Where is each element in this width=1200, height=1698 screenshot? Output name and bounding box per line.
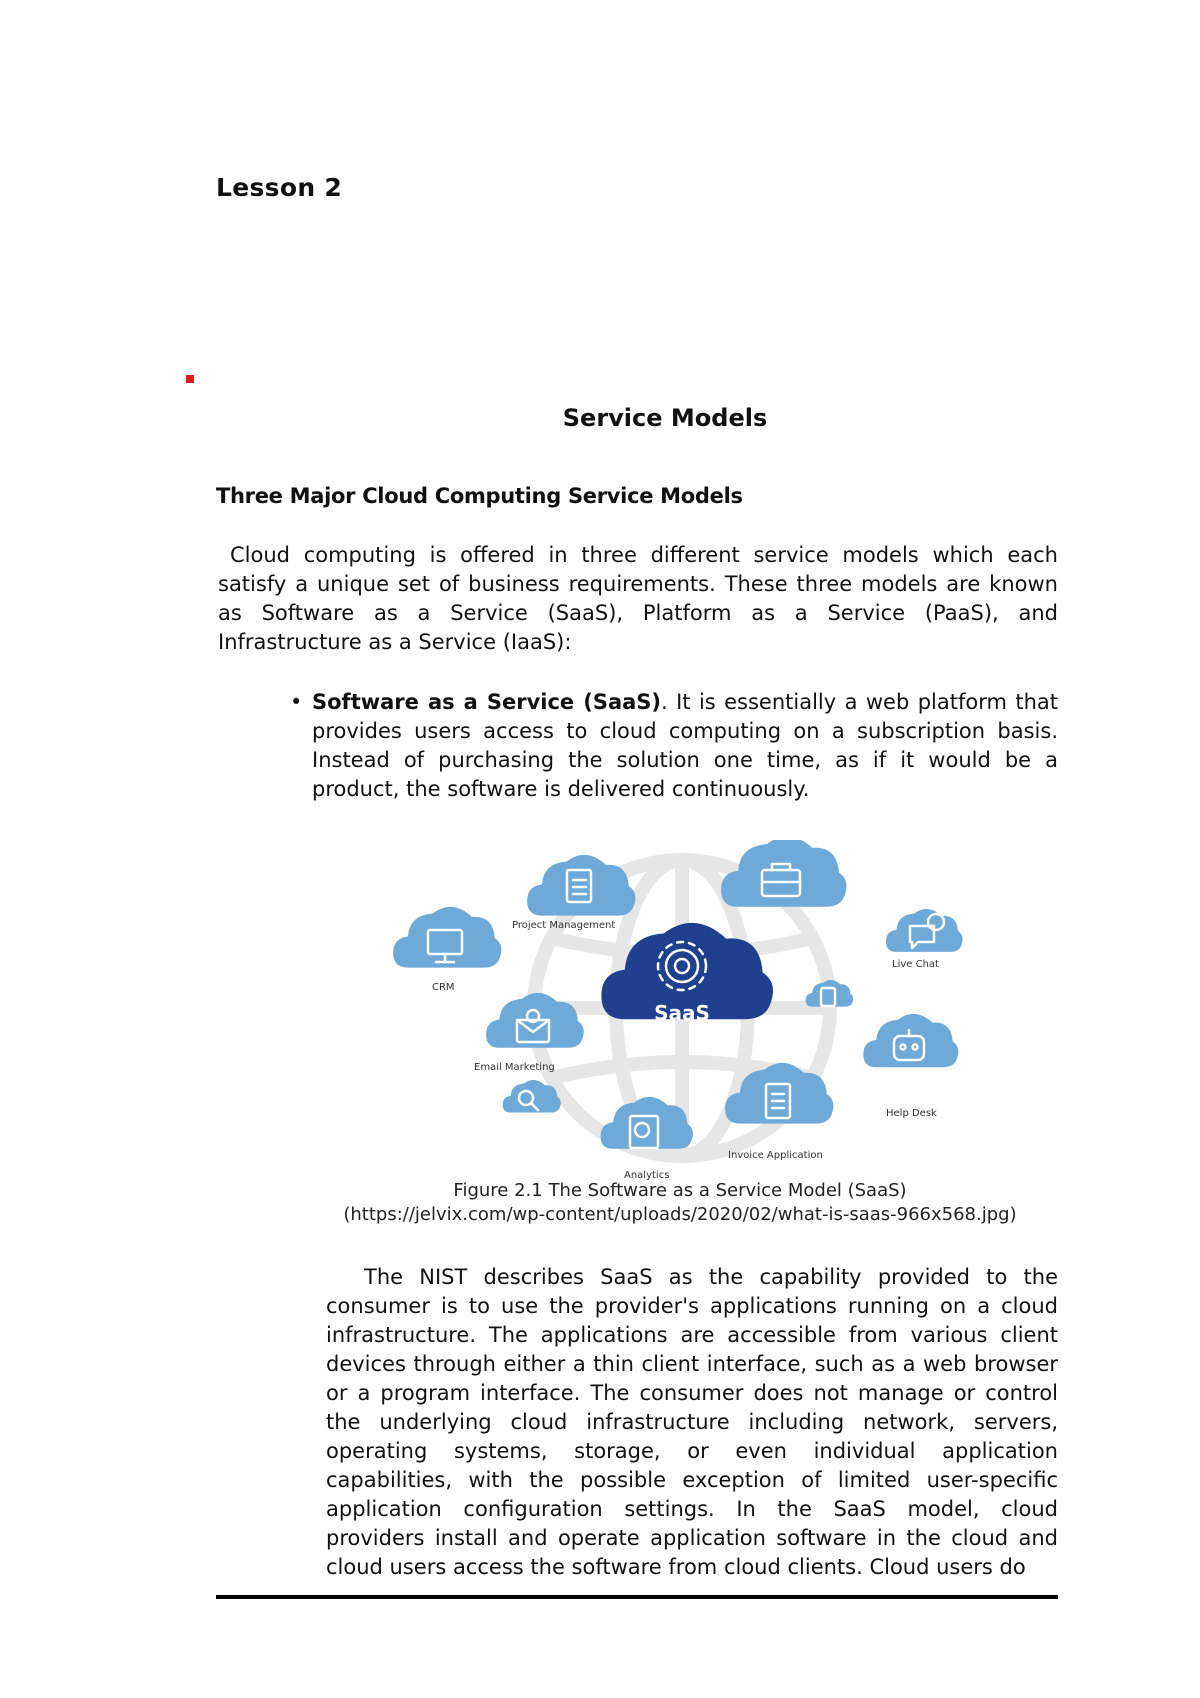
cloud-live-chat <box>886 909 963 952</box>
label-project-management: Project Management <box>512 920 616 931</box>
bullet-term: Software as a Service (SaaS) <box>312 690 662 714</box>
saas-figure <box>392 840 990 1185</box>
bullet-body <box>312 688 1058 804</box>
caption-url: (https://jelvix.com/wp-content/uploads/2020/02/what-is-saas-966x568.jpg) <box>343 1204 1017 1225</box>
intro-paragraph: Cloud computing is offered in three different service models which each satisfy a unique set of business requirements. These three models are known as Software as a Service (SaaS), Platform as a Service (PaaS), and Infrastructure as a Service (IaaS): <box>218 543 1058 654</box>
red-square-marker <box>186 375 194 383</box>
bullet-text: . It is essentially a web platform that provides users access to cloud computing on a subscription basis. Instead of purchasing the solution one time, as if it would be a product, the software is delivered continuously. <box>312 690 1058 801</box>
bullet-item-saas <box>290 688 1058 804</box>
lesson-title: Lesson 2 <box>216 173 343 202</box>
footer-rule <box>216 1595 1058 1599</box>
body-paragraph: The NIST describes SaaS as the capability provided to the consumer is to use the provider's applications running on a cloud infrastructure. The applications are accessible from various client devices through either a thin client interface, such as a web browser or a program interface. The consumer does not manage or control the underlying cloud infrastructure including network, servers, operating systems, storage, or even individual application capabilities, with the possible exception of limited user-specific application configuration settings. In the SaaS model, cloud providers install and operate application software in the cloud and cloud users access the software from cloud clients. Cloud users do <box>326 1265 1058 1579</box>
label-live-chat: Live Chat <box>892 959 939 970</box>
bullet-dot: • <box>290 690 303 714</box>
label-invoice-application: Invoice Application <box>728 1150 823 1161</box>
label-email-marketing: Email Marketing <box>474 1062 555 1073</box>
section-title: Service Models <box>562 404 768 432</box>
saas-center-label: SaaS <box>654 1001 710 1025</box>
figure-caption <box>300 1179 1060 1227</box>
label-crm: CRM <box>432 982 455 993</box>
caption-title: Figure 2.1 The Software as a Service Model (SaaS) <box>453 1180 907 1201</box>
label-analytics: Analytics <box>624 1170 670 1181</box>
cloud-small-card <box>806 980 854 1007</box>
subheading: Three Major Cloud Computing Service Models <box>216 484 743 508</box>
cloud-crm <box>393 907 501 968</box>
cloud-project-management <box>527 855 635 916</box>
label-help-desk: Help Desk <box>886 1108 937 1119</box>
